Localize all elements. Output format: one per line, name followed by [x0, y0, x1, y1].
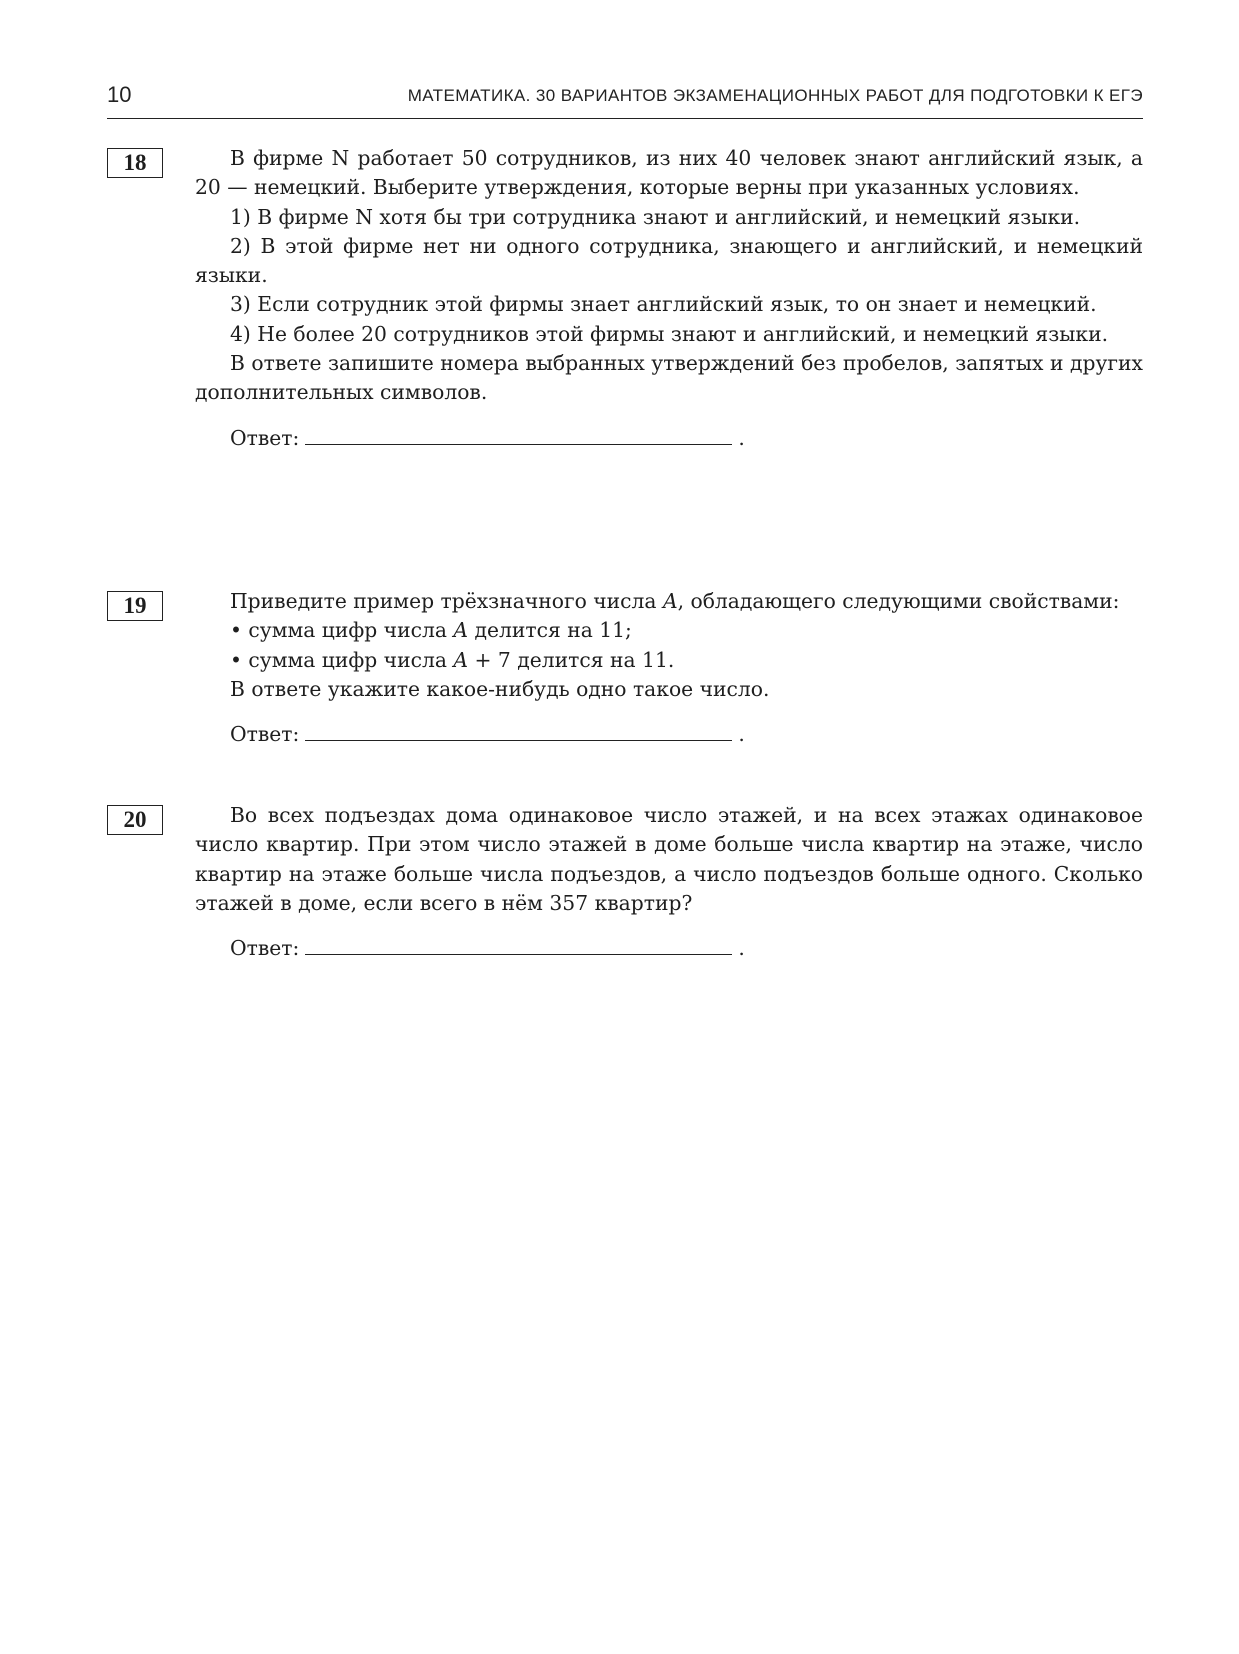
- statement-4: 4) Не более 20 сотрудников этой фирмы знают и английский, и немецкий языки.: [230, 321, 1109, 346]
- condition-1: • сумма цифр числа A делится на 11;: [230, 618, 632, 643]
- answer-label: Ответ:: [230, 936, 300, 961]
- statement-1: 1) В фирме N хотя бы три сотрудника знают и английский, и немецкий языки.: [230, 204, 1081, 229]
- statement-2: 2) В этой фирме нет ни одного сотрудника, знающего и английский, и немецкий языки.: [195, 233, 1143, 288]
- task-instruction: В ответе укажите какое-нибудь одно такое число.: [230, 676, 770, 701]
- task-instruction: В ответе запишите номера выбранных утверждений без пробелов, запятых и других дополнительных символов.: [195, 351, 1143, 405]
- answer-field[interactable]: [305, 718, 732, 741]
- task-text: Во всех подъездах дома одинаковое число этажей, и на всех этажах одинаковое число квартир. При этом число этажей в доме больше числа квартир на этаже, число квартир на этаже больше числа подъездов, а число подъездов больше одного. Сколько этажей в доме, если всего в нём 357 квартир?: [195, 803, 1143, 915]
- answer-row: [195, 718, 1143, 748]
- statement-3: 3) Если сотрудник этой фирмы знает английский язык, то он знает и немецкий.: [230, 292, 1097, 317]
- running-title: МАТЕМАТИКА. 30 ВАРИАНТОВ ЭКЗАМЕНАЦИОННЫХ РАБОТ ДЛЯ ПОДГОТОВКИ К ЕГЭ: [407, 86, 1143, 105]
- answer-field[interactable]: [305, 932, 732, 955]
- answer-end-dot: .: [738, 425, 745, 450]
- task-body: [195, 801, 1143, 962]
- task-number-box: 19: [107, 591, 163, 621]
- answer-label: Ответ:: [230, 425, 300, 450]
- answer-end-dot: .: [738, 936, 745, 961]
- page-number: 10: [107, 82, 132, 107]
- condition-2: • сумма цифр числа A + 7 делится на 11.: [230, 647, 675, 672]
- task-body: [195, 587, 1143, 748]
- answer-end-dot: .: [738, 722, 745, 747]
- answer-row: [195, 422, 1143, 452]
- task-intro: В фирме N работает 50 сотрудников, из них 40 человек знают английский язык, а 20 — немецкий. Выберите утверждения, которые верны при указанных условиях.: [195, 146, 1143, 200]
- page-header: [107, 80, 1143, 119]
- task-number-box: 20: [107, 805, 163, 835]
- answer-label: Ответ:: [230, 722, 300, 747]
- task-intro: Приведите пример трёхзначного числа A, обладающего следующими свойствами:: [230, 589, 1120, 613]
- answer-row: [195, 932, 1143, 962]
- task-body: [195, 144, 1143, 452]
- answer-field[interactable]: [305, 422, 732, 445]
- task-number-box: 18: [107, 148, 163, 178]
